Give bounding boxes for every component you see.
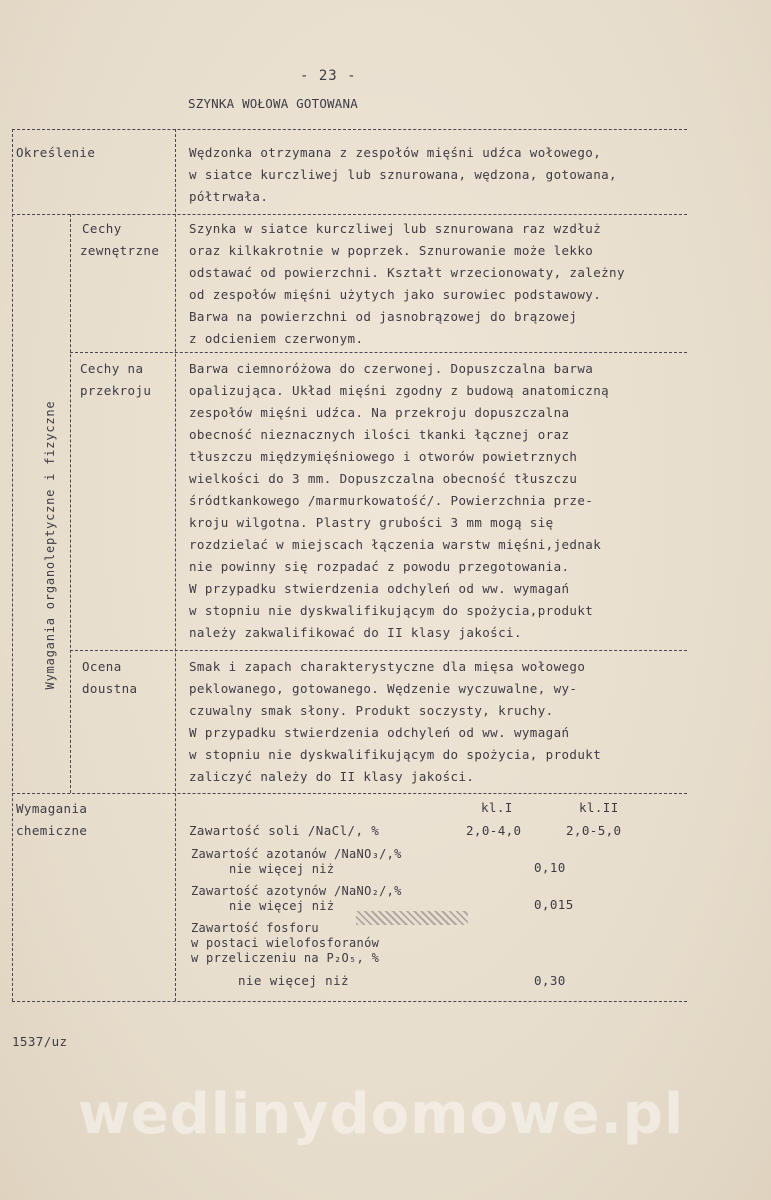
doustna-line-4: W przypadku stwierdzenia odchyleń od ww. wymagań: [189, 725, 570, 740]
page-number: - 23 -: [300, 68, 357, 84]
rule-bottom: [12, 1001, 687, 1002]
doustna-label-1: Ocena: [82, 659, 122, 674]
rule-after-doustna: [12, 793, 687, 794]
chem-row-salt-kl1: 2,0-4,0: [466, 823, 522, 838]
przekroj-line-10: nie powinny się rozpadać z powodu przegotowania.: [189, 559, 570, 574]
przekroj-line-3: zespołów mięśni udźca. Na przekroju dopuszczalna: [189, 405, 570, 420]
document-title: SZYNKA WOŁOWA GOTOWANA: [188, 96, 358, 111]
column-header-kl1: kl.I: [481, 800, 513, 815]
przekroj-line-11: W przypadku stwierdzenia odchyleń od ww. wymagań: [189, 581, 570, 596]
chem-row-nitrite-label-1: Zawartość azotynów /NaNO₂/,%: [191, 884, 402, 898]
rule-left: [12, 129, 13, 1001]
chemiczne-label-1: Wymagania: [16, 801, 88, 816]
zewnetrzne-line-1: Szynka w siatce kurczliwej lub sznurowana raz wzdłuż: [189, 221, 602, 236]
chem-row-phosphorus-label-1: Zawartość fosforu: [191, 921, 319, 935]
doustna-label-2: doustna: [82, 681, 138, 696]
zewnetrzne-line-5: Barwa na powierzchni od jasnobrązowej do brązowej: [189, 309, 578, 324]
przekroj-line-2: opalizująca. Układ mięśni zgodny z budową anatomiczną: [189, 383, 610, 398]
chem-row-phosphorus-value: 0,30: [534, 973, 566, 988]
przekroj-line-1: Barwa ciemnoróżowa do czerwonej. Dopuszczalna barwa: [189, 361, 594, 376]
chem-row-salt-label: Zawartość soli /NaCl/, %: [189, 823, 380, 838]
document-code: 1537/uz: [12, 1034, 68, 1049]
zewnetrzne-line-6: z odcieniem czerwonym.: [189, 331, 364, 346]
zewnetrzne-label-2: zewnętrzne: [80, 243, 160, 258]
przekroj-label-2: przekroju: [80, 383, 152, 398]
rule-label-divider: [175, 129, 176, 1001]
okreslenie-line-3: półtrwała.: [189, 189, 269, 204]
zewnetrzne-label-1: Cechy: [82, 221, 122, 236]
przekroj-line-7: śródtkankowego /marmurkowatość/. Powierzchnia prze-: [189, 493, 594, 508]
doustna-line-2: peklowanego, gotowanego. Wędzenie wyczuwalne, wy-: [189, 681, 578, 696]
doustna-line-5: w stopniu nie dyskwalifikującym do spożycia, produkt: [189, 747, 602, 762]
chem-row-nitrite-value: 0,015: [534, 897, 574, 912]
side-label-organoleptic: Wymagania organoleptyczne i fizyczne: [43, 400, 57, 690]
rule-after-przekroj: [70, 650, 687, 651]
rule-top: [12, 129, 687, 130]
przekroj-label-1: Cechy na: [80, 361, 144, 376]
rule-after-zewnetrzne: [70, 352, 687, 353]
rule-after-okreslenie: [12, 214, 687, 215]
chem-row-nitrate-label-2: nie więcej niż: [229, 862, 335, 876]
przekroj-line-12: w stopniu nie dyskwalifikującym do spożycia,produkt: [189, 603, 594, 618]
przekroj-line-8: kroju wilgotna. Plastry grubości 3 mm mogą się: [189, 515, 554, 530]
chem-row-salt-kl2: 2,0-5,0: [566, 823, 622, 838]
zewnetrzne-line-4: od zespołów mięśni użytych jako surowiec podstawowy.: [189, 287, 602, 302]
chem-row-nitrite-label-2: nie więcej niż: [229, 899, 335, 913]
przekroj-line-6: wielkości do 3 mm. Dopuszczalna obecność tłuszczu: [189, 471, 578, 486]
przekroj-line-9: rozdzielać w miejscach łączenia warstw mięśni,jednak: [189, 537, 602, 552]
chem-row-nitrate-label-1: Zawartość azotanów /NaNO₃/,%: [191, 847, 402, 861]
okreslenie-label: Określenie: [16, 145, 96, 160]
column-header-kl2: kl.II: [579, 800, 619, 815]
chem-row-phosphorus-label-3: w przeliczeniu na P₂O₅, %: [191, 951, 380, 965]
crossed-out-text: [356, 911, 468, 925]
zewnetrzne-line-2: oraz kilkakrotnie w poprzek. Sznurowanie może lekko: [189, 243, 594, 258]
przekroj-line-4: obecność nieznacznych ilości tkanki łącznej oraz: [189, 427, 570, 442]
chem-row-phosphorus-label-2: w postaci wielofosforanów: [191, 936, 380, 950]
chem-row-phosphorus-label-4: nie więcej niż: [238, 973, 349, 988]
chemiczne-label-2: chemiczne: [16, 823, 88, 838]
przekroj-line-13: należy zakwalifikować do II klasy jakości.: [189, 625, 522, 640]
chem-row-nitrate-value: 0,10: [534, 860, 566, 875]
rule-inner-left: [70, 214, 71, 793]
watermark: wedlinydomowe.pl: [78, 1082, 685, 1147]
okreslenie-line-2: w siatce kurczliwej lub sznurowana, wędzona, gotowana,: [189, 167, 617, 182]
okreslenie-line-1: Wędzonka otrzymana z zespołów mięśni udźca wołowego,: [189, 145, 602, 160]
zewnetrzne-line-3: odstawać od powierzchni. Kształt wrzecionowaty, zależny: [189, 265, 625, 280]
przekroj-line-5: tłuszczu międzymięśniowego i otworów powietrznych: [189, 449, 578, 464]
doustna-line-1: Smak i zapach charakterystyczne dla mięsa wołowego: [189, 659, 586, 674]
doustna-line-3: czuwalny smak słony. Produkt soczysty, kruchy.: [189, 703, 554, 718]
doustna-line-6: zaliczyć należy do II klasy jakości.: [189, 769, 475, 784]
